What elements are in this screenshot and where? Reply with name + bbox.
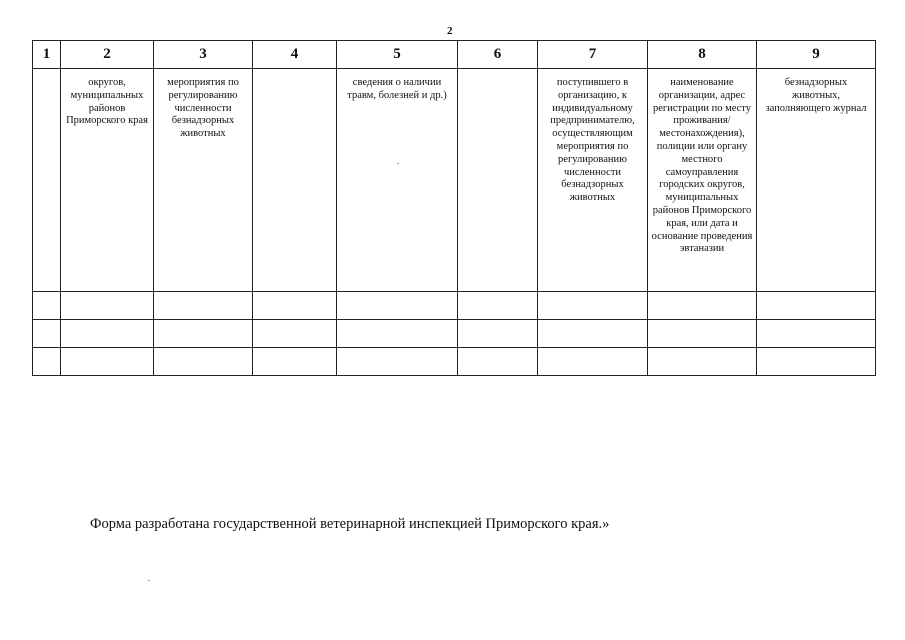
empty-cell (538, 292, 648, 320)
cell-text (458, 69, 537, 77)
table-cell (154, 69, 253, 292)
column-number-2: 2 (61, 41, 154, 69)
table-cell (538, 69, 648, 292)
empty-cell (648, 320, 757, 348)
cell-text (253, 69, 336, 77)
column-number-6: 6 (458, 41, 538, 69)
page-number: 2 (447, 25, 453, 37)
column-description-row (33, 69, 876, 292)
table-cell (458, 69, 538, 292)
column-number-9: 9 (757, 41, 876, 69)
column-number-1: 1 (33, 41, 61, 69)
cell-text: округов, муниципальных районов Приморского края (66, 77, 148, 127)
empty-cell (253, 292, 337, 320)
empty-cell (458, 292, 538, 320)
register-table (32, 40, 876, 376)
cell-text: мероприятия по регулированию численности безнадзорных животных (167, 77, 239, 140)
column-number-5: 5 (337, 41, 458, 69)
column-number-8: 8 (648, 41, 757, 69)
cell-text (33, 69, 60, 77)
empty-cell (648, 348, 757, 376)
table-row (33, 320, 876, 348)
cell-text: наименование организации, адрес регистрации по месту проживания/ местонахождения), полиции или органу местного самоуправления городских округов, муниципальных районов Приморского края, или дата и основание проведения эвтаназии (651, 77, 753, 255)
empty-cell (538, 320, 648, 348)
column-number-7: 7 (538, 41, 648, 69)
table-cell (648, 69, 757, 292)
footer-note: Форма разработана государственной ветеринарной инспекцией Приморского края.» (90, 516, 610, 532)
empty-cell (253, 348, 337, 376)
empty-cell (253, 320, 337, 348)
empty-cell (757, 292, 876, 320)
empty-cell (458, 320, 538, 348)
cell-text: безнадзорных животных, заполняющего журнал (765, 77, 867, 114)
empty-cell (33, 320, 61, 348)
table-cell (33, 69, 61, 292)
table-cell (337, 69, 458, 292)
empty-cell (61, 348, 154, 376)
empty-cell (337, 320, 458, 348)
empty-cell (33, 348, 61, 376)
cell-text: сведения о наличии травм, болезней и др.) (347, 77, 447, 101)
table-row (33, 292, 876, 320)
table-cell (757, 69, 876, 292)
table-cell (61, 69, 154, 292)
cell-text: поступившего в организацию, к индивидуальному предпринимателю, осуществляющим мероприятия по регулированию численности безнадзорных животных (550, 77, 635, 204)
empty-cell (538, 348, 648, 376)
empty-cell (61, 320, 154, 348)
column-number-row (33, 41, 876, 69)
empty-cell (33, 292, 61, 320)
empty-cell (337, 292, 458, 320)
empty-cell (648, 292, 757, 320)
scan-speck (397, 163, 399, 164)
empty-cell (61, 292, 154, 320)
empty-cell (154, 292, 253, 320)
empty-cell (154, 348, 253, 376)
empty-cell (154, 320, 253, 348)
empty-cell (458, 348, 538, 376)
table-row (33, 348, 876, 376)
empty-cell (757, 320, 876, 348)
column-number-4: 4 (253, 41, 337, 69)
empty-cell (337, 348, 458, 376)
empty-cell (757, 348, 876, 376)
column-number-3: 3 (154, 41, 253, 69)
table-cell (253, 69, 337, 292)
scan-speck (148, 580, 150, 581)
